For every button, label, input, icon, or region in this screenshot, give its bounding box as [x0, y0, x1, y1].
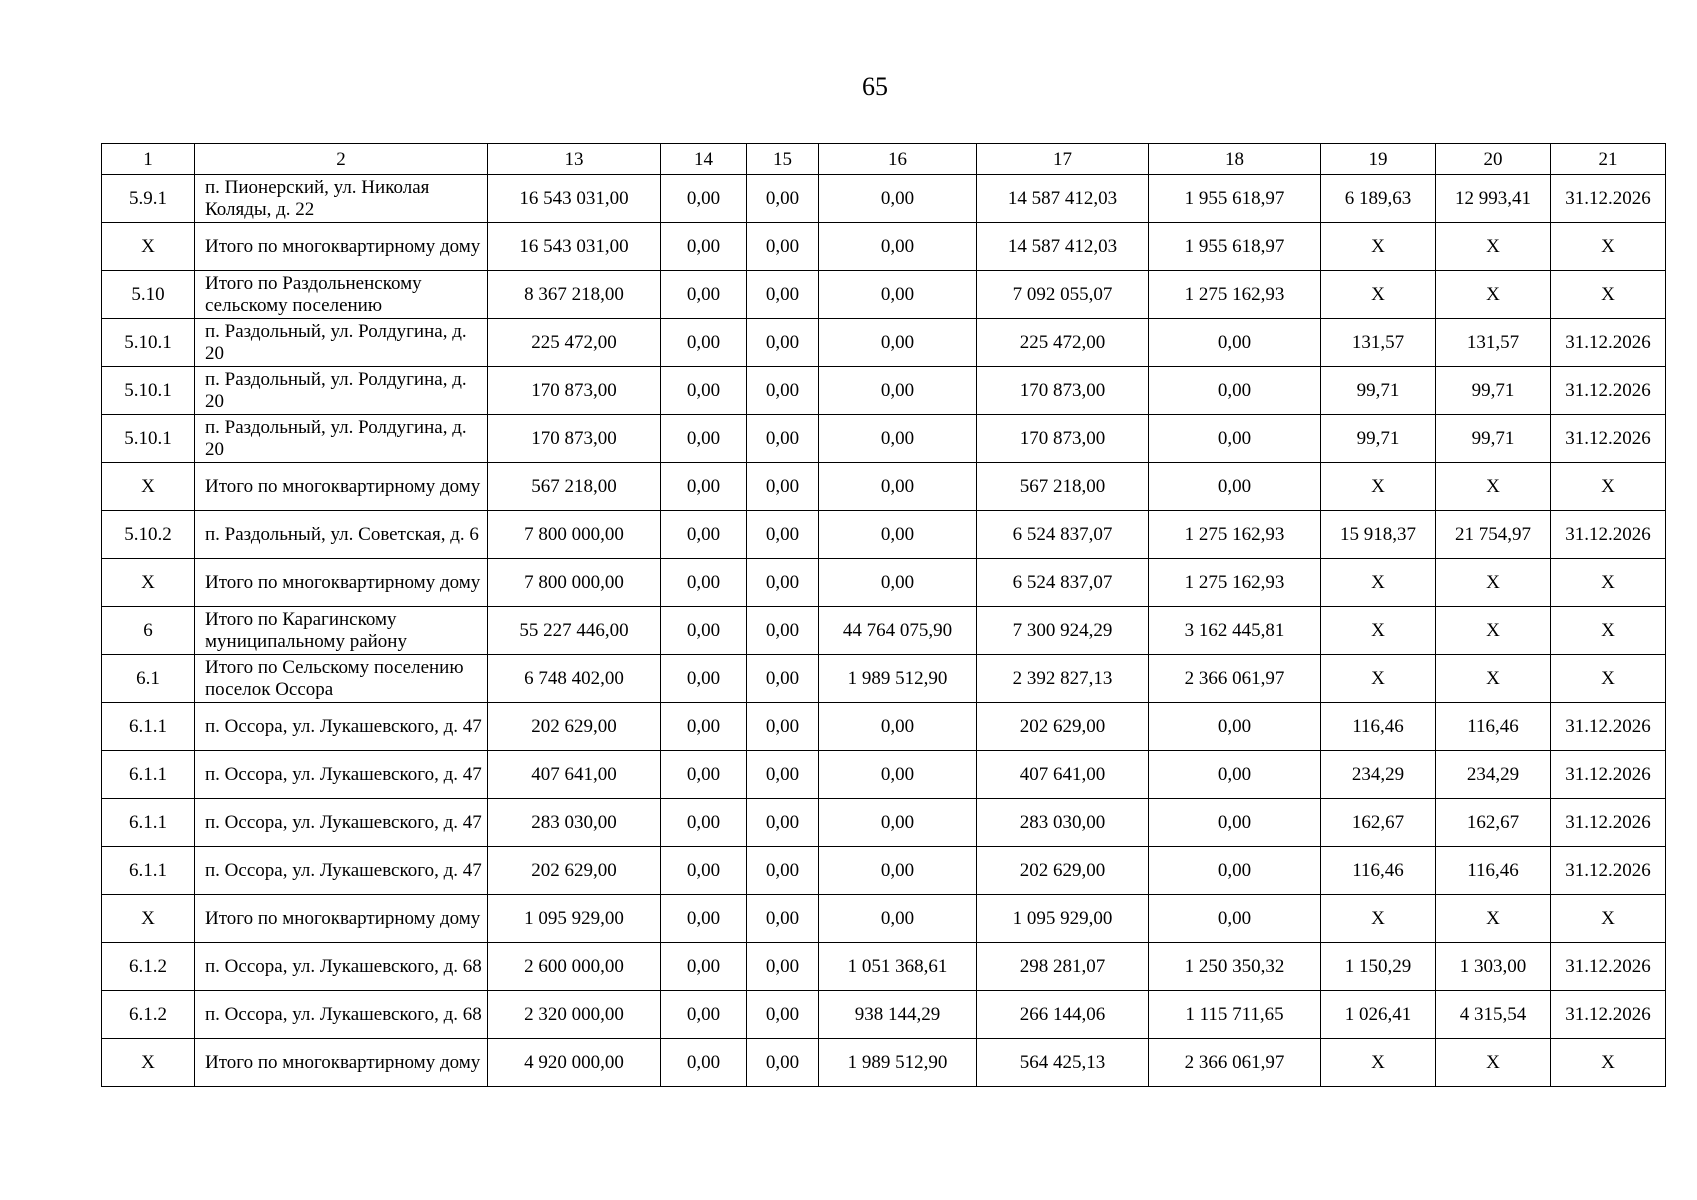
- table-cell: 31.12.2026: [1551, 367, 1666, 415]
- table-cell: 5.9.1: [102, 175, 195, 223]
- table-row: [102, 175, 1666, 223]
- table-row: [102, 655, 1666, 703]
- table-cell: 99,71: [1436, 415, 1551, 463]
- table-cell: 407 641,00: [977, 751, 1149, 799]
- table-cell: 0,00: [661, 559, 747, 607]
- table-cell: 0,00: [661, 799, 747, 847]
- table-cell: Х: [1551, 223, 1666, 271]
- column-header-16: 16: [819, 144, 977, 175]
- table-cell: 7 092 055,07: [977, 271, 1149, 319]
- table-cell: 31.12.2026: [1551, 319, 1666, 367]
- table-cell: п. Раздольный, ул. Ролдугина, д. 20: [195, 367, 488, 415]
- table-cell: 99,71: [1321, 367, 1436, 415]
- table-row: [102, 991, 1666, 1039]
- table-cell: Х: [102, 1039, 195, 1087]
- column-header-14: 14: [661, 144, 747, 175]
- table-cell: 116,46: [1321, 703, 1436, 751]
- table-cell: 0,00: [747, 607, 819, 655]
- column-header-1: 1: [102, 144, 195, 175]
- table-cell: 0,00: [819, 367, 977, 415]
- table-cell: 0,00: [747, 847, 819, 895]
- table-cell: Итого по многоквартирному дому: [195, 463, 488, 511]
- table-cell: Х: [1321, 223, 1436, 271]
- table-cell: 0,00: [661, 895, 747, 943]
- table-cell: Х: [1551, 655, 1666, 703]
- table-row: [102, 559, 1666, 607]
- table-cell: 6.1.1: [102, 703, 195, 751]
- table-cell: 6.1.2: [102, 943, 195, 991]
- table-cell: п. Оссора, ул. Лукашевского, д. 47: [195, 751, 488, 799]
- table-cell: п. Оссора, ул. Лукашевского, д. 68: [195, 943, 488, 991]
- table-row: [102, 319, 1666, 367]
- table-cell: Итого по многоквартирному дому: [195, 895, 488, 943]
- table-cell: 0,00: [747, 223, 819, 271]
- table-cell: 225 472,00: [977, 319, 1149, 367]
- table-header: [102, 144, 1666, 175]
- table-cell: Х: [1321, 607, 1436, 655]
- table-cell: 1 115 711,65: [1149, 991, 1321, 1039]
- table-cell: 5.10.1: [102, 367, 195, 415]
- table-cell: 1 989 512,90: [819, 655, 977, 703]
- table-cell: 2 366 061,97: [1149, 655, 1321, 703]
- table-cell: 31.12.2026: [1551, 943, 1666, 991]
- table-cell: 0,00: [661, 703, 747, 751]
- table-cell: Х: [102, 559, 195, 607]
- table-cell: 0,00: [819, 895, 977, 943]
- data-table: [101, 143, 1666, 1087]
- table-cell: п. Раздольный, ул. Советская, д. 6: [195, 511, 488, 559]
- table-cell: 31.12.2026: [1551, 511, 1666, 559]
- table-cell: Х: [1321, 559, 1436, 607]
- table-cell: 1 250 350,32: [1149, 943, 1321, 991]
- table-cell: 15 918,37: [1321, 511, 1436, 559]
- table-cell: 0,00: [819, 703, 977, 751]
- table-cell: 0,00: [819, 415, 977, 463]
- table-cell: 31.12.2026: [1551, 751, 1666, 799]
- table-cell: 0,00: [819, 319, 977, 367]
- table-cell: 0,00: [747, 799, 819, 847]
- table-cell: 0,00: [1149, 415, 1321, 463]
- table-cell: 0,00: [661, 511, 747, 559]
- table-cell: 5.10.1: [102, 415, 195, 463]
- table-cell: 5.10.2: [102, 511, 195, 559]
- table-row: [102, 895, 1666, 943]
- table-cell: п. Оссора, ул. Лукашевского, д. 68: [195, 991, 488, 1039]
- table-cell: 0,00: [661, 271, 747, 319]
- table-cell: 6 189,63: [1321, 175, 1436, 223]
- table-cell: 6 524 837,07: [977, 559, 1149, 607]
- table-cell: 6.1: [102, 655, 195, 703]
- table-cell: 1 275 162,93: [1149, 559, 1321, 607]
- table-cell: 1 150,29: [1321, 943, 1436, 991]
- table-row: [102, 703, 1666, 751]
- table-cell: 0,00: [747, 751, 819, 799]
- table-cell: 0,00: [661, 991, 747, 1039]
- table-cell: 0,00: [747, 415, 819, 463]
- table-cell: Х: [1551, 607, 1666, 655]
- table-cell: 0,00: [747, 991, 819, 1039]
- table-row: [102, 607, 1666, 655]
- table-cell: 7 800 000,00: [488, 511, 661, 559]
- table-cell: 5.10: [102, 271, 195, 319]
- table-cell: 202 629,00: [488, 847, 661, 895]
- table-cell: 234,29: [1321, 751, 1436, 799]
- table-cell: 0,00: [747, 895, 819, 943]
- table-cell: 564 425,13: [977, 1039, 1149, 1087]
- table-cell: Х: [1321, 895, 1436, 943]
- table-cell: 298 281,07: [977, 943, 1149, 991]
- table-cell: 0,00: [661, 751, 747, 799]
- table-cell: 407 641,00: [488, 751, 661, 799]
- table-cell: 0,00: [747, 175, 819, 223]
- table-cell: Х: [1551, 895, 1666, 943]
- table-cell: 7 300 924,29: [977, 607, 1149, 655]
- table-cell: 44 764 075,90: [819, 607, 977, 655]
- table-cell: 1 275 162,93: [1149, 271, 1321, 319]
- table-cell: 0,00: [747, 559, 819, 607]
- table-cell: п. Раздольный, ул. Ролдугина, д. 20: [195, 319, 488, 367]
- table-cell: 234,29: [1436, 751, 1551, 799]
- table-cell: 0,00: [661, 655, 747, 703]
- table-cell: 0,00: [747, 463, 819, 511]
- table-cell: 0,00: [819, 847, 977, 895]
- table-row: [102, 367, 1666, 415]
- table-cell: 0,00: [661, 607, 747, 655]
- table-row: [102, 943, 1666, 991]
- table-cell: 1 955 618,97: [1149, 175, 1321, 223]
- table-cell: 0,00: [819, 271, 977, 319]
- table-cell: 31.12.2026: [1551, 175, 1666, 223]
- table-cell: Х: [1321, 463, 1436, 511]
- table-cell: п. Раздольный, ул. Ролдугина, д. 20: [195, 415, 488, 463]
- table-cell: 2 600 000,00: [488, 943, 661, 991]
- table-cell: 16 543 031,00: [488, 223, 661, 271]
- table-cell: 0,00: [661, 943, 747, 991]
- table-cell: 202 629,00: [977, 847, 1149, 895]
- table-cell: 0,00: [819, 463, 977, 511]
- table-cell: 1 026,41: [1321, 991, 1436, 1039]
- table-cell: 567 218,00: [977, 463, 1149, 511]
- table-cell: 1 275 162,93: [1149, 511, 1321, 559]
- table-cell: 1 051 368,61: [819, 943, 977, 991]
- table-row: [102, 223, 1666, 271]
- table-cell: 170 873,00: [488, 415, 661, 463]
- table-cell: 31.12.2026: [1551, 415, 1666, 463]
- table-cell: Х: [1436, 607, 1551, 655]
- table-row: [102, 847, 1666, 895]
- table-cell: Х: [1436, 655, 1551, 703]
- table-cell: 1 095 929,00: [488, 895, 661, 943]
- table-cell: 0,00: [1149, 319, 1321, 367]
- table-cell: Итого по многоквартирному дому: [195, 223, 488, 271]
- table-cell: 2 366 061,97: [1149, 1039, 1321, 1087]
- table-cell: 938 144,29: [819, 991, 977, 1039]
- table-cell: Х: [1321, 1039, 1436, 1087]
- table-cell: 266 144,06: [977, 991, 1149, 1039]
- table-row: [102, 271, 1666, 319]
- table-cell: Х: [1436, 271, 1551, 319]
- table-cell: Итого по Раздольненскому сельскому поселению: [195, 271, 488, 319]
- table-cell: 31.12.2026: [1551, 799, 1666, 847]
- table-cell: 6: [102, 607, 195, 655]
- table-cell: 14 587 412,03: [977, 175, 1149, 223]
- table-cell: 12 993,41: [1436, 175, 1551, 223]
- table-cell: 170 873,00: [488, 367, 661, 415]
- page-number: 65: [862, 72, 888, 101]
- table-cell: 1 303,00: [1436, 943, 1551, 991]
- table-cell: 4 315,54: [1436, 991, 1551, 1039]
- table-cell: Итого по многоквартирному дому: [195, 559, 488, 607]
- column-header-21: 21: [1551, 144, 1666, 175]
- column-header-2: 2: [195, 144, 488, 175]
- table-cell: Х: [1551, 463, 1666, 511]
- table-cell: 0,00: [747, 367, 819, 415]
- table-cell: 162,67: [1321, 799, 1436, 847]
- table-cell: Х: [102, 895, 195, 943]
- table-cell: 0,00: [661, 463, 747, 511]
- table-cell: 0,00: [747, 319, 819, 367]
- table-cell: 0,00: [819, 751, 977, 799]
- table-cell: 116,46: [1436, 703, 1551, 751]
- table-cell: Х: [102, 463, 195, 511]
- table-cell: 116,46: [1436, 847, 1551, 895]
- table-cell: Х: [1436, 559, 1551, 607]
- table-row: [102, 463, 1666, 511]
- table-cell: 7 800 000,00: [488, 559, 661, 607]
- column-header-19: 19: [1321, 144, 1436, 175]
- table-cell: 162,67: [1436, 799, 1551, 847]
- table-cell: 202 629,00: [488, 703, 661, 751]
- table-cell: 0,00: [747, 703, 819, 751]
- table-cell: 6 748 402,00: [488, 655, 661, 703]
- table-cell: Х: [1551, 559, 1666, 607]
- table-cell: 170 873,00: [977, 415, 1149, 463]
- table-cell: 0,00: [819, 175, 977, 223]
- table-cell: 1 989 512,90: [819, 1039, 977, 1087]
- column-header-13: 13: [488, 144, 661, 175]
- table-row: [102, 799, 1666, 847]
- table-cell: Х: [102, 223, 195, 271]
- table-cell: 2 392 827,13: [977, 655, 1149, 703]
- table-cell: Итого по Карагинскому муниципальному району: [195, 607, 488, 655]
- table-cell: 0,00: [1149, 367, 1321, 415]
- table-cell: 0,00: [1149, 751, 1321, 799]
- table-cell: Х: [1436, 463, 1551, 511]
- table-cell: 116,46: [1321, 847, 1436, 895]
- table-cell: 0,00: [1149, 463, 1321, 511]
- table-cell: 0,00: [747, 271, 819, 319]
- table-cell: 0,00: [661, 847, 747, 895]
- table-cell: 0,00: [1149, 895, 1321, 943]
- table-cell: 0,00: [747, 655, 819, 703]
- table-cell: Х: [1321, 271, 1436, 319]
- table-cell: 0,00: [747, 511, 819, 559]
- table-cell: 0,00: [747, 943, 819, 991]
- table-cell: 0,00: [661, 319, 747, 367]
- table-cell: Х: [1436, 1039, 1551, 1087]
- table-row: [102, 751, 1666, 799]
- table-cell: 6 524 837,07: [977, 511, 1149, 559]
- table-cell: 0,00: [747, 1039, 819, 1087]
- table-cell: 14 587 412,03: [977, 223, 1149, 271]
- table-cell: 131,57: [1436, 319, 1551, 367]
- column-header-20: 20: [1436, 144, 1551, 175]
- table-row: [102, 415, 1666, 463]
- table-cell: 225 472,00: [488, 319, 661, 367]
- table-cell: 170 873,00: [977, 367, 1149, 415]
- table-cell: Х: [1436, 895, 1551, 943]
- table-cell: 3 162 445,81: [1149, 607, 1321, 655]
- table-cell: 0,00: [661, 1039, 747, 1087]
- table-cell: 6.1.1: [102, 847, 195, 895]
- table-cell: п. Оссора, ул. Лукашевского, д. 47: [195, 703, 488, 751]
- table-cell: 0,00: [819, 511, 977, 559]
- table-cell: 8 367 218,00: [488, 271, 661, 319]
- table-cell: п. Пионерский, ул. Николая Коляды, д. 22: [195, 175, 488, 223]
- table-cell: 6.1.1: [102, 751, 195, 799]
- table-cell: п. Оссора, ул. Лукашевского, д. 47: [195, 847, 488, 895]
- table-cell: 0,00: [661, 367, 747, 415]
- table-cell: 31.12.2026: [1551, 847, 1666, 895]
- column-header-18: 18: [1149, 144, 1321, 175]
- table-cell: 99,71: [1321, 415, 1436, 463]
- table-cell: 6.1.2: [102, 991, 195, 1039]
- table-cell: 31.12.2026: [1551, 703, 1666, 751]
- column-header-17: 17: [977, 144, 1149, 175]
- table-cell: 0,00: [819, 559, 977, 607]
- table-cell: Х: [1551, 271, 1666, 319]
- table-cell: п. Оссора, ул. Лукашевского, д. 47: [195, 799, 488, 847]
- table-cell: 0,00: [661, 415, 747, 463]
- table-cell: 0,00: [1149, 703, 1321, 751]
- table-cell: Х: [1321, 655, 1436, 703]
- table-cell: 1 095 929,00: [977, 895, 1149, 943]
- table-cell: Х: [1436, 223, 1551, 271]
- table-cell: 5.10.1: [102, 319, 195, 367]
- table-cell: 16 543 031,00: [488, 175, 661, 223]
- table-cell: 567 218,00: [488, 463, 661, 511]
- table-cell: 0,00: [661, 175, 747, 223]
- column-header-15: 15: [747, 144, 819, 175]
- table-cell: 1 955 618,97: [1149, 223, 1321, 271]
- table-cell: 31.12.2026: [1551, 991, 1666, 1039]
- header-row: [102, 144, 1666, 175]
- table-cell: 99,71: [1436, 367, 1551, 415]
- table-cell: 202 629,00: [977, 703, 1149, 751]
- table-cell: 283 030,00: [488, 799, 661, 847]
- table-cell: 0,00: [819, 223, 977, 271]
- table-cell: 55 227 446,00: [488, 607, 661, 655]
- table-cell: Х: [1551, 1039, 1666, 1087]
- table-cell: 0,00: [819, 799, 977, 847]
- table-row: [102, 511, 1666, 559]
- table-cell: 0,00: [1149, 799, 1321, 847]
- table-cell: 283 030,00: [977, 799, 1149, 847]
- table-body: [102, 175, 1666, 1087]
- table-cell: 21 754,97: [1436, 511, 1551, 559]
- table-cell: 0,00: [661, 223, 747, 271]
- table-cell: 4 920 000,00: [488, 1039, 661, 1087]
- table-cell: Итого по Сельскому поселению поселок Оссора: [195, 655, 488, 703]
- table-cell: 6.1.1: [102, 799, 195, 847]
- table-row: [102, 1039, 1666, 1087]
- table-cell: 2 320 000,00: [488, 991, 661, 1039]
- table-cell: 0,00: [1149, 847, 1321, 895]
- table-cell: Итого по многоквартирному дому: [195, 1039, 488, 1087]
- table-cell: 131,57: [1321, 319, 1436, 367]
